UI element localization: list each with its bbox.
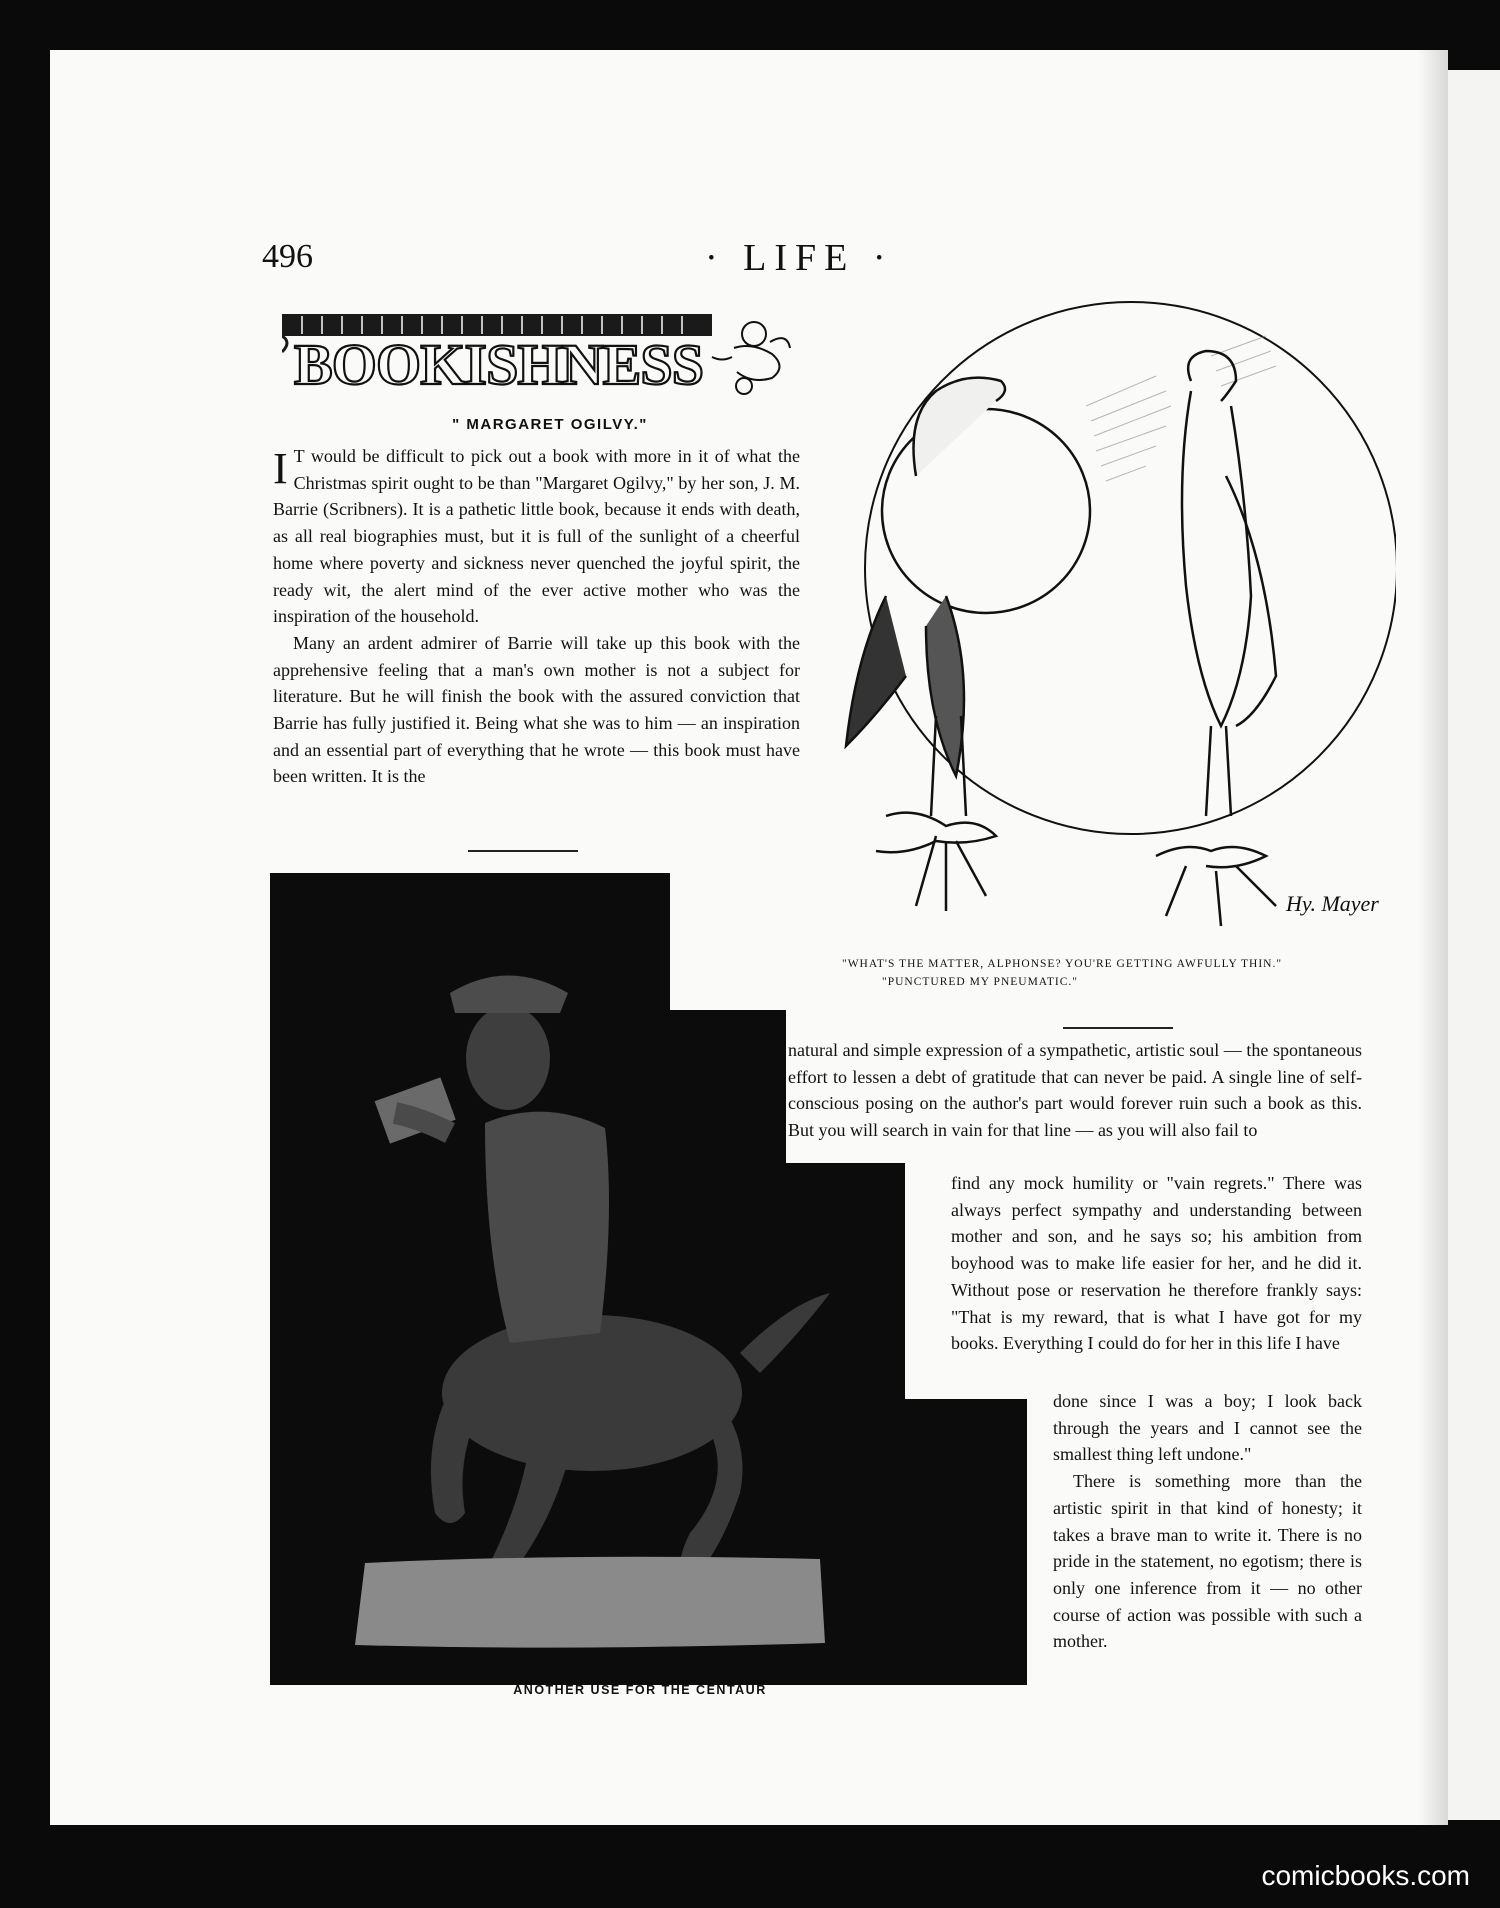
- spine-shadow: [1418, 50, 1448, 1825]
- site-watermark: comicbooks.com: [1261, 1860, 1470, 1891]
- magazine-header: · LIFE ·: [705, 237, 894, 279]
- article-title: " MARGARET OGILVY.": [452, 416, 648, 433]
- article-column-1: [273, 443, 800, 790]
- cartoon-caption-line-2: "PUNCTURED MY PNEUMATIC.": [882, 976, 1078, 988]
- photo-caption: ANOTHER USE FOR THE CENTAUR: [513, 1683, 767, 1697]
- divider-rule-right: [1063, 1027, 1173, 1029]
- continuation-4-text: There is something more than the artistic spirit in that kind of honesty; it takes a brave man to write it. There is no pride in the statement, no egotism; there is only one inference from it — no other course of action was possible with such a mother.: [1053, 1471, 1362, 1652]
- continuation-3-text: done since I was a boy; I look back through the years and I cannot see the smallest thing left undone.": [1053, 1391, 1362, 1465]
- cartoon-caption-line-1: "WHAT'S THE MATTER, ALPHONSE? YOU'RE GETTING AWFULLY THIN.": [842, 958, 1283, 970]
- divider-rule-left: [468, 850, 578, 852]
- adjacent-page-edge: [1448, 70, 1500, 1820]
- drop-cap: I: [273, 444, 288, 493]
- article-continuation-1: natural and simple expression of a sympathetic, artistic soul — the spontaneous effort to lessen a debt of gratitude that can never be paid. A single line of self-conscious posing on the author's part would forever ruin such a book as this. But you will search in vain for that line — as you will also fail to: [788, 1040, 1362, 1141]
- bookishness-banner: [282, 312, 794, 398]
- artist-signature: Hy. Mayer: [1286, 891, 1379, 916]
- banner-title: BOOKISHNESS: [294, 332, 702, 397]
- thin-pigeon-figure: [1156, 351, 1276, 926]
- page-number: 496: [262, 238, 313, 275]
- article-continuation-3: [1053, 1388, 1362, 1655]
- article-continuation-2: find any mock humility or "vain regrets." There was always perfect sympathy and understanding between mother and son, and he says so; his ambition from boyhood was to make life easier for her, and he did it. Without pose or reservation he therefore frankly says: "That is my reward, that is what I have got for my books. Everything I could do for her in this life I have: [951, 1173, 1362, 1354]
- paragraph-2: Many an ardent admirer of Barrie will take up this book with the apprehensive feeling that a man's own mother is not a subject for literature. But he will finish the book with the assured conviction that Barrie has fully justified it. Being what she was to him — an inspiration and an essential part of everything that he wrote — this book must have been written. It is the: [273, 632, 800, 787]
- paragraph-1: T would be difficult to pick out a book with more in it of what the Christmas spirit ought to be than "Margaret Ogilvy," by her son, J. M. Barrie (Scribners). It is a pathetic little book, because it ends with death, as all real biographies must, but it is full of the sunlight of a cheerful home where poverty and sickness never quenched the joyful spirit, the ready wit, the alert mind of the ever active mother who was the inspiration of the household.: [273, 446, 800, 627]
- centaur-sculpture-photo: [270, 873, 1037, 1685]
- pouter-pigeon-figure: [846, 378, 1090, 911]
- pigeon-cartoon: [826, 296, 1396, 946]
